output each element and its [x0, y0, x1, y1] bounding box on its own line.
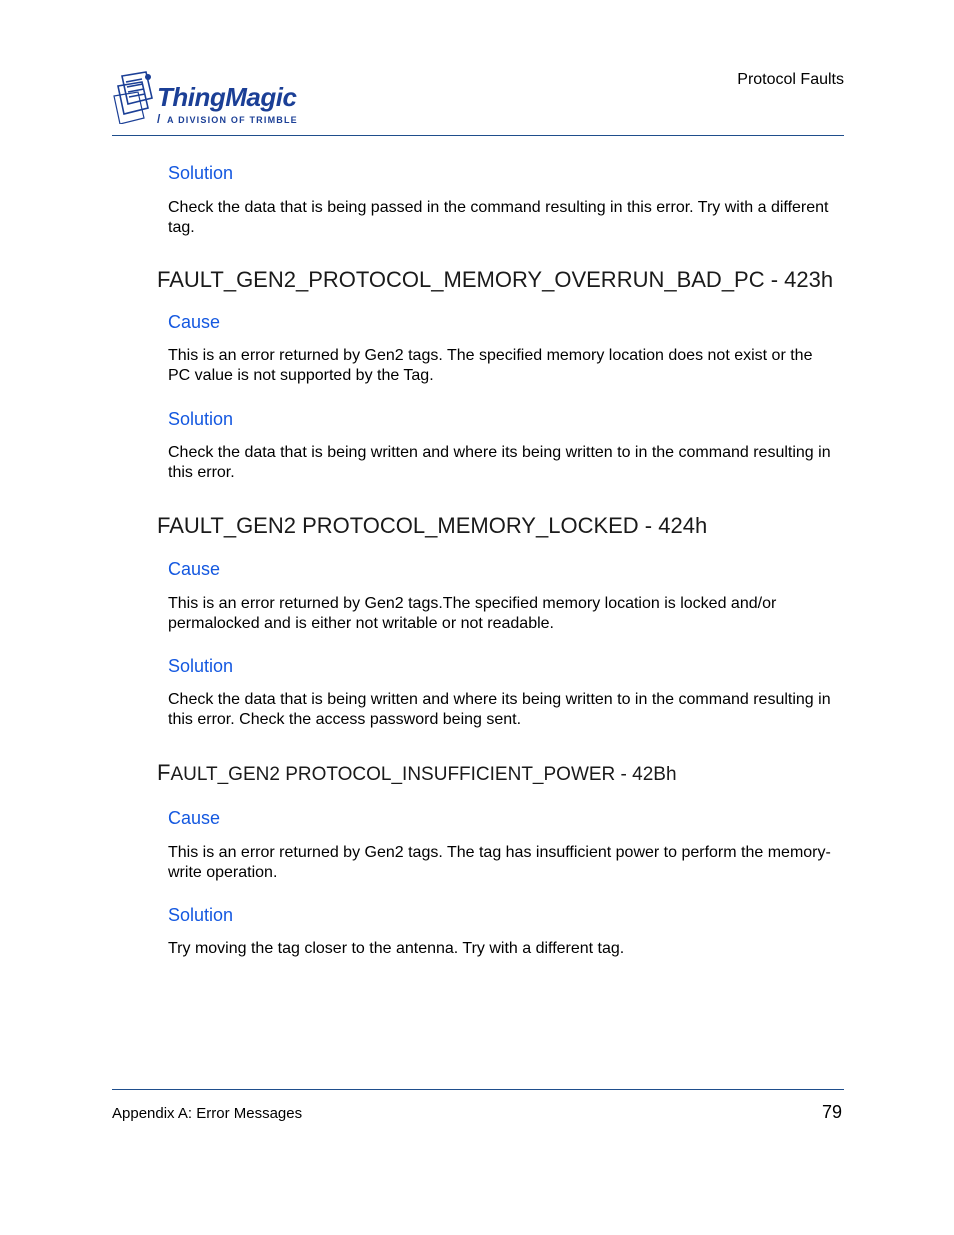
thingmagic-logo	[112, 68, 312, 128]
cause-heading: Cause	[168, 559, 221, 579]
footer-chapter: Appendix A: Error Messages	[112, 1105, 303, 1122]
fault-42bh-title-rest: AULT_GEN2 PROTOCOL_INSUFFICIENT_POWER - 42Bh	[170, 764, 677, 785]
footer-divider	[112, 1089, 844, 1090]
fault-423h-title: FAULT_GEN2_PROTOCOL_MEMORY_OVERRUN_BAD_PC - 423h	[157, 267, 834, 292]
page-number: 79	[821, 1102, 842, 1122]
logo-wordmark: ThingMagic	[157, 82, 297, 112]
running-header-title: Protocol Faults	[737, 71, 844, 88]
logo-tagline: A DIVISION OF TRIMBLE	[167, 115, 298, 125]
cause-heading: Cause	[168, 312, 221, 332]
solution-paragraph: Check the data that is being written and where its being written to in the command resulting in this error.	[168, 444, 831, 481]
cause-paragraph: This is an error returned by Gen2 tags. The tag has insufficient power to perform the memory-write operation.	[168, 844, 831, 881]
solution-paragraph: Try moving the tag closer to the antenna. Try with a different tag.	[168, 940, 625, 957]
fault-42bh-title	[157, 761, 847, 786]
solution-heading: Solution	[168, 163, 234, 183]
fault-424h-title: FAULT_GEN2 PROTOCOL_MEMORY_LOCKED - 424h	[157, 513, 708, 538]
page-header	[112, 60, 844, 136]
page-content	[157, 160, 847, 959]
solution-heading: Solution	[168, 905, 234, 925]
solution-heading: Solution	[168, 656, 234, 676]
solution-heading: Solution	[168, 409, 234, 429]
fault-42bh-title-initial: F	[157, 760, 171, 785]
solution-paragraph: Check the data that is being written and where its being written to in the command resulting in this error. Check the access password being sent.	[168, 691, 831, 728]
logo-slash: /	[157, 112, 161, 126]
cause-paragraph: This is an error returned by Gen2 tags. The specified memory location does not exist or the PC value is not supported by the Tag.	[168, 347, 813, 384]
cause-heading: Cause	[168, 808, 221, 828]
cause-paragraph: This is an error returned by Gen2 tags.The specified memory location is locked and/or permalocked and is either not writable or not readable.	[168, 595, 777, 632]
rfid-tag-icon	[112, 68, 156, 124]
solution-paragraph: Check the data that is being passed in the command resulting in this error. Try with a different tag.	[168, 199, 829, 236]
header-divider	[112, 135, 844, 136]
